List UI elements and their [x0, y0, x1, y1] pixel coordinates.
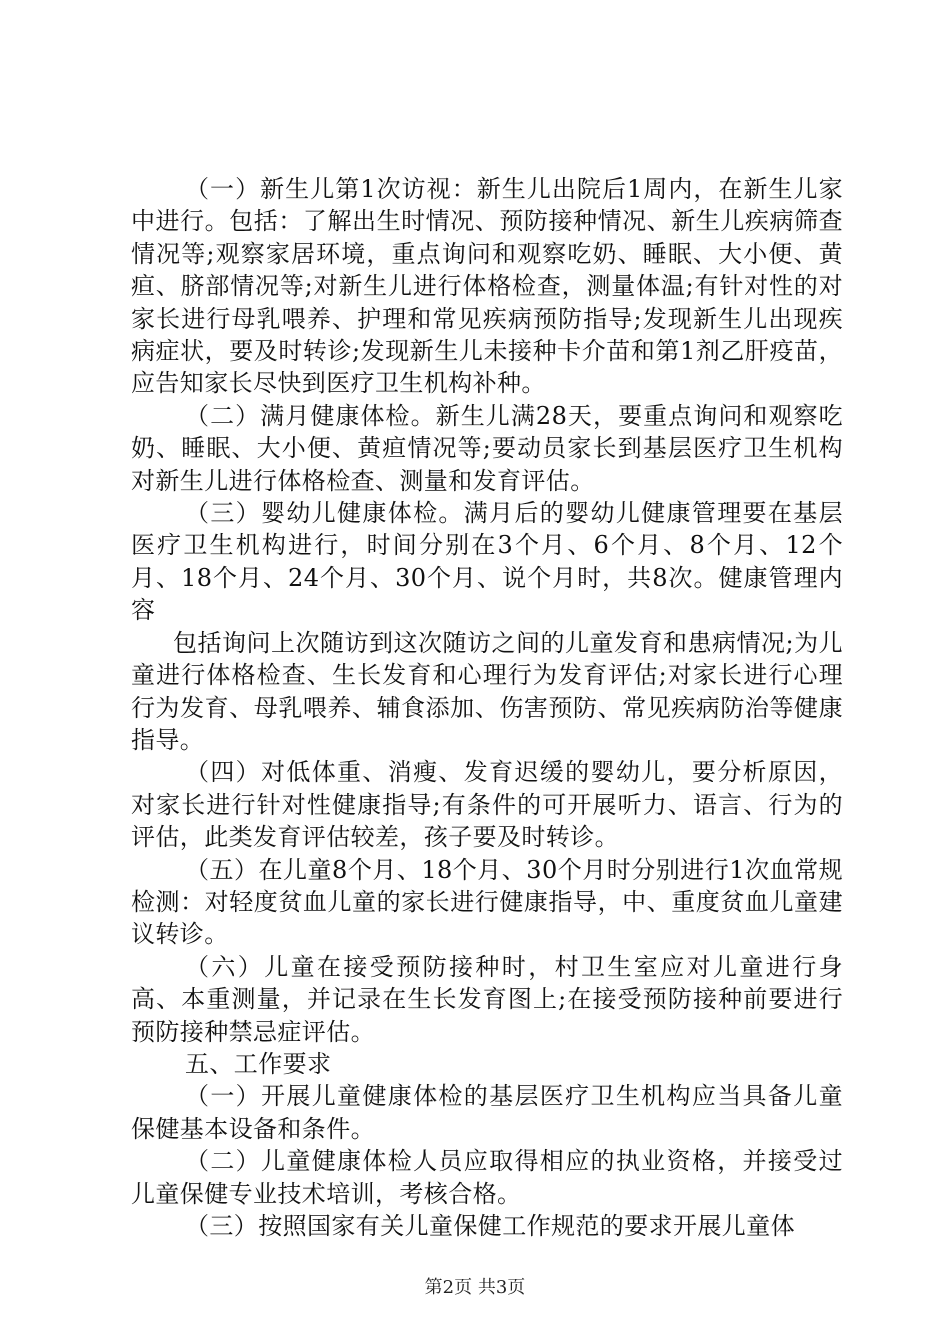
paragraph-vaccination-measure: （六）儿童在接受预防接种时，村卫生室应对儿童进行身高、本重测量，并记录在生长发育图上;在接受预防接种前要进行预防接种禁忌症评估。 — [131, 952, 843, 1046]
document-body — [131, 173, 843, 1242]
paragraph-full-month-checkup: （二）满月健康体检。新生儿满28天，要重点询问和观察吃奶、睡眠、大小便、黄疸情况等;要动员家长到基层医疗卫生机构对新生儿进行体格检查、测量和发育评估。 — [131, 401, 843, 495]
section-heading-work-requirements: 五、工作要求 — [185, 1049, 332, 1078]
paragraph-requirement-staff: （二）儿童健康体检人员应取得相应的执业资格，并接受过儿童保健专业技术培训，考核合格。 — [131, 1147, 843, 1208]
paragraph-checkup-content: 包括询问上次随访到这次随访之间的儿童发育和患病情况;为儿童进行体格检查、生长发育和心理行为发育评估;对家长进行心理行为发育、母乳喂养、辅食添加、伤害预防、常见疾病防治等健康指导。 — [131, 628, 843, 754]
paragraph-blood-test: （五）在儿童8个月、18个月、30个月时分别进行1次血常规检测：对轻度贫血儿童的家长进行健康指导，中、重度贫血儿童建议转诊。 — [131, 855, 843, 949]
paragraph-requirement-equipment: （一）开展儿童健康体检的基层医疗卫生机构应当具备儿童保健基本设备和条件。 — [131, 1082, 843, 1143]
paragraph-requirement-standards: （三）按照国家有关儿童保健工作规范的要求开展儿童体 — [185, 1212, 795, 1240]
paragraph-low-weight: （四）对低体重、消瘦、发育迟缓的婴幼儿，要分析原因，对家长进行针对性健康指导;有条件的可开展听力、语言、行为的评估，此类发育评估较差，孩子要及时转诊。 — [131, 758, 843, 852]
paragraph-infant-checkup: （三）婴幼儿健康体检。满月后的婴幼儿健康管理要在基层医疗卫生机构进行，时间分别在3个月、6个月、8个月、12个月、18个月、24个月、30个月、说个月时，共8次。健康管理内容 — [131, 499, 843, 625]
paragraph-newborn-first-visit: （一）新生儿第1次访视：新生儿出院后1周内，在新生儿家中进行。包括：了解出生时情况、预防接种情况、新生儿疾病筛查情况等;观察家居环境，重点询问和观察吃奶、睡眠、大小便、黄疸、脐部情况等;对新生儿进行体格检查，测量体温;有针对性的对家长进行母乳喂养、护理和常见疾病预防指导;发现新生儿出现疾病症状，要及时转诊;发现新生儿未接种卡介苗和第1剂乙肝疫苗，应告知家长尽快到医疗卫生机构补种。 — [131, 175, 843, 398]
page-number-footer: 第2页 共3页 — [424, 1277, 526, 1298]
